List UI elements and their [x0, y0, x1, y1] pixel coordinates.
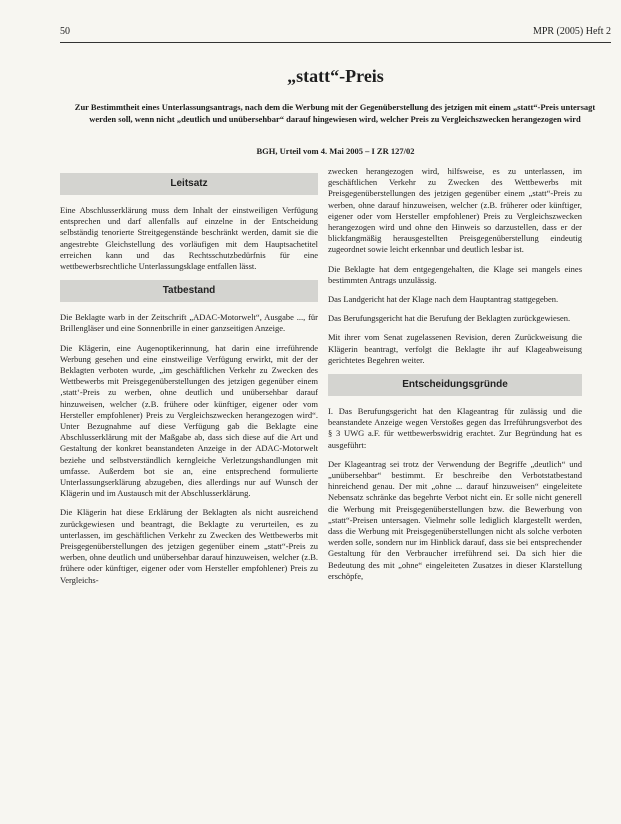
entscheidungsgruende-heading: Entscheidungsgründe	[328, 374, 582, 396]
right-column	[328, 166, 582, 824]
paragraph: Mit ihrer vom Senat zugelassenen Revision, deren Zurückweisung die Klägerin beantragt, verfolgt die Beklagte ihr auf Klageabweisung gerichtetes Begehren weiter.	[328, 332, 582, 365]
left-column	[60, 165, 318, 824]
ruling-citation: BGH, Urteil vom 4. Mai 2005 – I ZR 127/02	[256, 146, 415, 156]
paragraph: Die Beklagte warb in der Zeitschrift „ADAC-Motorwelt“, Ausgabe ..., für Brillengläser und eine Sonnenbrille in einer ganzseitigen Anzeige.	[60, 312, 318, 334]
journal-reference: MPR (2005) Heft 2	[532, 26, 611, 37]
article-subtitle: Zur Bestimmtheit eines Unterlassungsantrags, nach dem die Werbung mit der Gegenüberstellung des jetzigen mit einem „statt“-Preis untersagt werden soll, wenn nicht „deutlich und unübersehbar“ darauf hingewiesen wird, welcher Preis zu Vergleichszwecken herangezogen wird	[74, 102, 596, 124]
tatbestand-heading: Tatbestand	[60, 280, 318, 302]
paragraph: Das Landgericht hat der Klage nach dem Hauptantrag stattgegeben.	[328, 294, 559, 305]
paragraph: Die Beklagte hat dem entgegengehalten, die Klage sei mangels eines bestimmten Antrags unzulässig.	[328, 263, 582, 285]
paragraph: zwecken herangezogen wird, hilfsweise, es zu unterlassen, im geschäftlichen Verkehr zu Zwecken des Wettbewerbs mit Preisgegenüberstellungen des jetzigen gegenüber einem „statt“-Preis zu werben, ohne darauf hinzuweisen, welcher (z.B. früherer oder künftiger, eigener oder vom Hersteller empfohlener) Preis zu Vergleichszwecken herangezogen wird und ohne den Hinweis so darzustellen, dass er der blickfangmäßig herausgestellten Preisgegenüberstellung eindeutig zugeordnet sowie leicht erkennbar und deutlich lesbar ist.	[328, 166, 582, 255]
leitsatz-text: Eine Abschlusserklärung muss dem Inhalt der einstweiligen Verfügung entsprechen und darf allenfalls auf einzelne in der Entscheidung selbständig tenorierte Streitgegenstände beschränkt werden, damit sie die angestrebte Gleichstellung des vorläufigen mit dem Hauptsachetitel erreichen kann und das Rechtsschutzbedürfnis für eine wettbewerbsrechtliche Unterlassungsklage entfallen lässt.	[60, 205, 318, 272]
leitsatz-heading: Leitsatz	[60, 173, 318, 195]
paragraph: Die Klägerin hat diese Erklärung der Beklagten als nicht ausreichend zurückgewiesen und beantragt, die Beklagte zu verurteilen, es zu unterlassen, im geschäftlichen Verkehr zu Zwecken des Wettbewerbs mit Preisgegenüberstellungen des jetzigen gegenüber einem „statt“-Preis zu werben, ohne deutlich und unübersehbar darauf hinzuweisen, welcher (z.B. frühere oder künftiger, eigener oder vom Hersteller empfohlener) Preis zu Vergleichs-	[60, 507, 318, 585]
page-number: 50	[60, 26, 70, 37]
page-header	[60, 26, 611, 40]
paragraph: Das Berufungsgericht hat die Berufung der Beklagten zurückgewiesen.	[328, 313, 571, 324]
paragraph: Der Klageantrag sei trotz der Verwendung der Begriffe „deutlich“ und „unübersehbar“ bestimmt. Er beschreibe den Verbotstatbestand hinreichend genau. Der mit „ohne ... darauf hinzuweisen“ eingeleitete Nebensatz schränke das begehrte Verbot nicht ein. Er solle nicht generell die Werbung mit Preisgegenüberstellungen bzw. die Bewerbung von „statt“-Preisen untersagen. Vielmehr solle lediglich klargestellt werden, dass die Werbung mit Preisgegenüberstellungen nicht als solche verboten werden solle, sondern nur im Hinblick darauf, dass sie bei entsprechender Gestaltung für den Verbraucher irreführend sei. Da sich hier die Bedeutung des mit „ohne“ eingeleiteten Zusatzes in dieser Klarstellung erschöpfe,	[328, 458, 582, 581]
paragraph: Die Klägerin, eine Augenoptikerinnung, hat darin eine irreführende Werbung gesehen und eine einstweilige Verfügung erwirkt, mit der der Beklagten verboten wurde, „im geschäftlichen Verkehr zu Zwecken des Wettbewerbs mit Preisgegenüberstellungen des jetzigen gegenüber einem ‚statt‘-Preis zu werben, ohne deutlich und unübersehbar darauf hinzuweisen, welcher (z.B. frühere oder künftiger, eigener oder vom Hersteller empfohlener) Preis zu Vergleichszwecken herangezogen wird“. Unter Bezugnahme auf diese Verfügung gab die Beklagte eine Abschlusserklärung mit der Maßgabe ab, dass sich diese auf die Art und Gestaltung der konkret beanstandeten Anzeige in der ADAC-Motorwelt beziehe und selbstverständlich kerngleiche Verletzungshandlungen mit umfasse. Außerdem bot sie an, eine entsprechend formulierte Unterlassungserklärung abzugeben, dies allerdings nur auf Wunsch der Klägerin und im Austausch mit der Abschlusserklärung.	[60, 342, 318, 499]
header-rule	[60, 42, 611, 43]
paragraph: I. Das Berufungsgericht hat den Klageantrag für zulässig und die beanstandete Anzeige wegen Verstoßes gegen das Irreführungsverbot des § 3 UWG a.F. für wettbewerbswidrig erachtet. Zur Begründung hat es ausgeführt:	[328, 406, 582, 450]
article-title: „statt“-Preis	[287, 66, 384, 86]
